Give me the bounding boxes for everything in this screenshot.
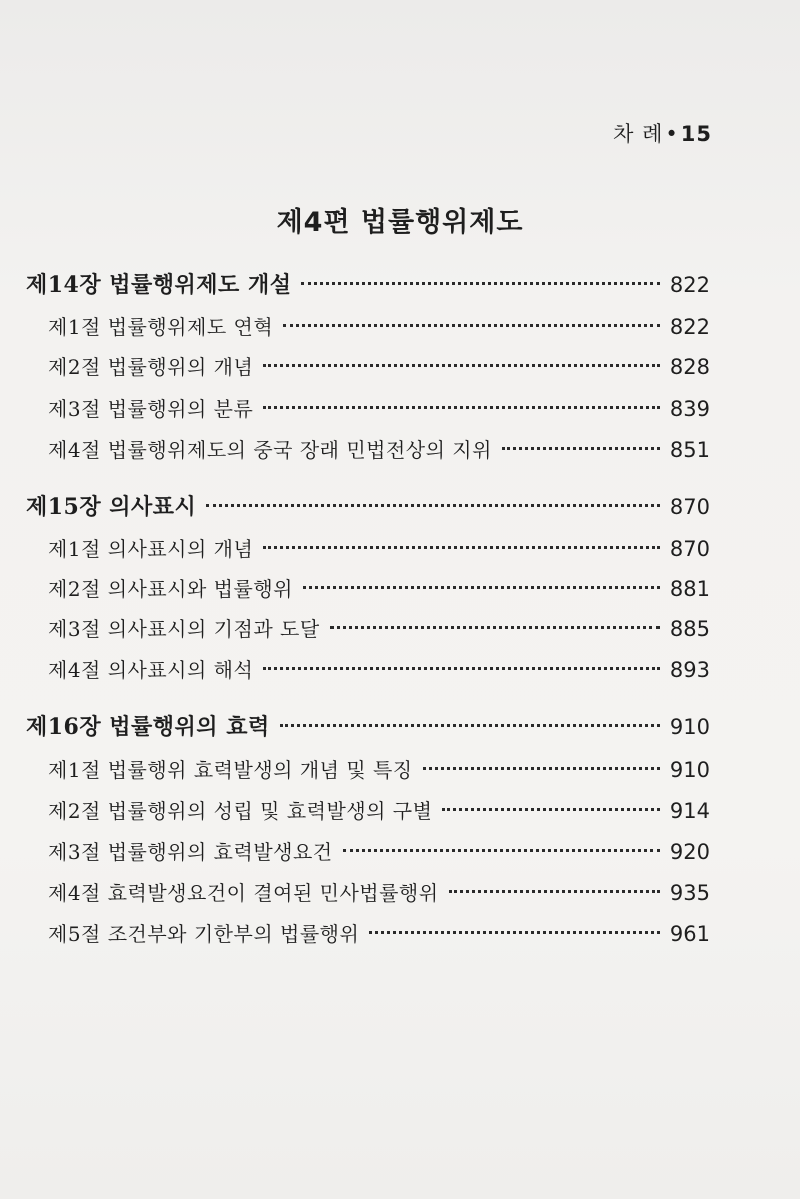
page-header: [613, 118, 712, 148]
dot-leader: [280, 724, 660, 727]
toc-section[interactable]: [0, 836, 800, 866]
toc-entry-page: 893: [669, 658, 710, 682]
dot-leader: [303, 586, 660, 589]
toc-section[interactable]: [0, 754, 800, 784]
toc-entry-label: 제2절 법률행위의 개념: [48, 355, 254, 379]
toc-entry-page: 870: [669, 495, 710, 519]
toc-section[interactable]: [0, 918, 800, 948]
toc-section[interactable]: [0, 434, 800, 464]
header-page-number: 15: [680, 122, 712, 146]
toc-entry-label: 제14장 법률행위제도 개설: [26, 272, 292, 298]
toc-section[interactable]: [0, 351, 800, 381]
header-title: 차 례: [613, 122, 664, 146]
toc-section[interactable]: [0, 654, 800, 684]
toc-entry-page: 851: [669, 438, 710, 462]
toc-entry-page: 839: [669, 397, 710, 421]
dot-leader: [423, 767, 660, 770]
header-separator: •: [665, 122, 679, 146]
toc-entry-page: 881: [669, 577, 710, 601]
toc-entry-label: 제3절 법률행위의 분류: [48, 397, 254, 421]
toc-section[interactable]: [0, 795, 800, 825]
toc-chapter-15[interactable]: [0, 490, 800, 520]
toc-entry-label: 제3절 법률행위의 효력발생요건: [48, 840, 333, 864]
toc-entry-label: 제16장 법률행위의 효력: [26, 714, 270, 740]
toc-section[interactable]: [0, 393, 800, 423]
toc-section[interactable]: [0, 533, 800, 563]
toc-section[interactable]: [0, 573, 800, 603]
toc-section[interactable]: [0, 877, 800, 907]
toc-entry-label: 제1절 법률행위 효력발생의 개념 및 특징: [48, 758, 413, 782]
toc-section[interactable]: [0, 613, 800, 643]
toc-entry-page: 961: [669, 922, 710, 946]
dot-leader: [343, 849, 660, 852]
dot-leader: [263, 364, 660, 367]
toc-chapter-16[interactable]: [0, 710, 800, 740]
dot-leader: [369, 931, 660, 934]
dot-leader: [330, 626, 660, 629]
toc-chapter-14[interactable]: [0, 268, 800, 298]
toc-entry-label: 제1절 의사표시의 개념: [48, 537, 254, 561]
toc-entry-page: 822: [669, 315, 710, 339]
dot-leader: [301, 282, 659, 285]
dot-leader: [263, 667, 660, 670]
dot-leader: [283, 324, 660, 327]
dot-leader: [449, 890, 660, 893]
dot-leader: [502, 447, 660, 450]
toc-entry-page: 828: [669, 355, 710, 379]
toc-entry-page: 910: [669, 715, 710, 739]
toc-entry-label: 제1절 법률행위제도 연혁: [48, 315, 274, 339]
toc-entry-label: 제2절 법률행위의 성립 및 효력발생의 구별: [48, 799, 433, 823]
dot-leader: [206, 504, 660, 507]
toc-entry-label: 제3절 의사표시의 기점과 도달: [48, 617, 320, 641]
toc-entry-page: 885: [669, 617, 710, 641]
toc-entry-page: 920: [669, 840, 710, 864]
toc-entry-label: 제4절 효력발생요건이 결여된 민사법률행위: [48, 881, 439, 905]
toc-entry-label: 제5절 조건부와 기한부의 법률행위: [48, 922, 360, 946]
toc-entry-label: 제4절 의사표시의 해석: [48, 658, 254, 682]
part-title: 제4편 법률행위제도: [276, 207, 524, 238]
toc-entry-label: 제15장 의사표시: [26, 494, 197, 520]
toc-entry-label: 제2절 의사표시와 법률행위: [48, 577, 293, 601]
toc-entry-page: 910: [669, 758, 710, 782]
toc-entry-page: 935: [669, 881, 710, 905]
dot-leader: [263, 546, 660, 549]
toc-entry-page: 870: [669, 537, 710, 561]
dot-leader: [263, 406, 660, 409]
toc-section[interactable]: [0, 311, 800, 341]
dot-leader: [442, 808, 659, 811]
toc-entry-page: 822: [669, 273, 710, 297]
toc-entry-page: 914: [669, 799, 710, 823]
toc-entry-label: 제4절 법률행위제도의 중국 장래 민법전상의 지위: [48, 438, 492, 462]
